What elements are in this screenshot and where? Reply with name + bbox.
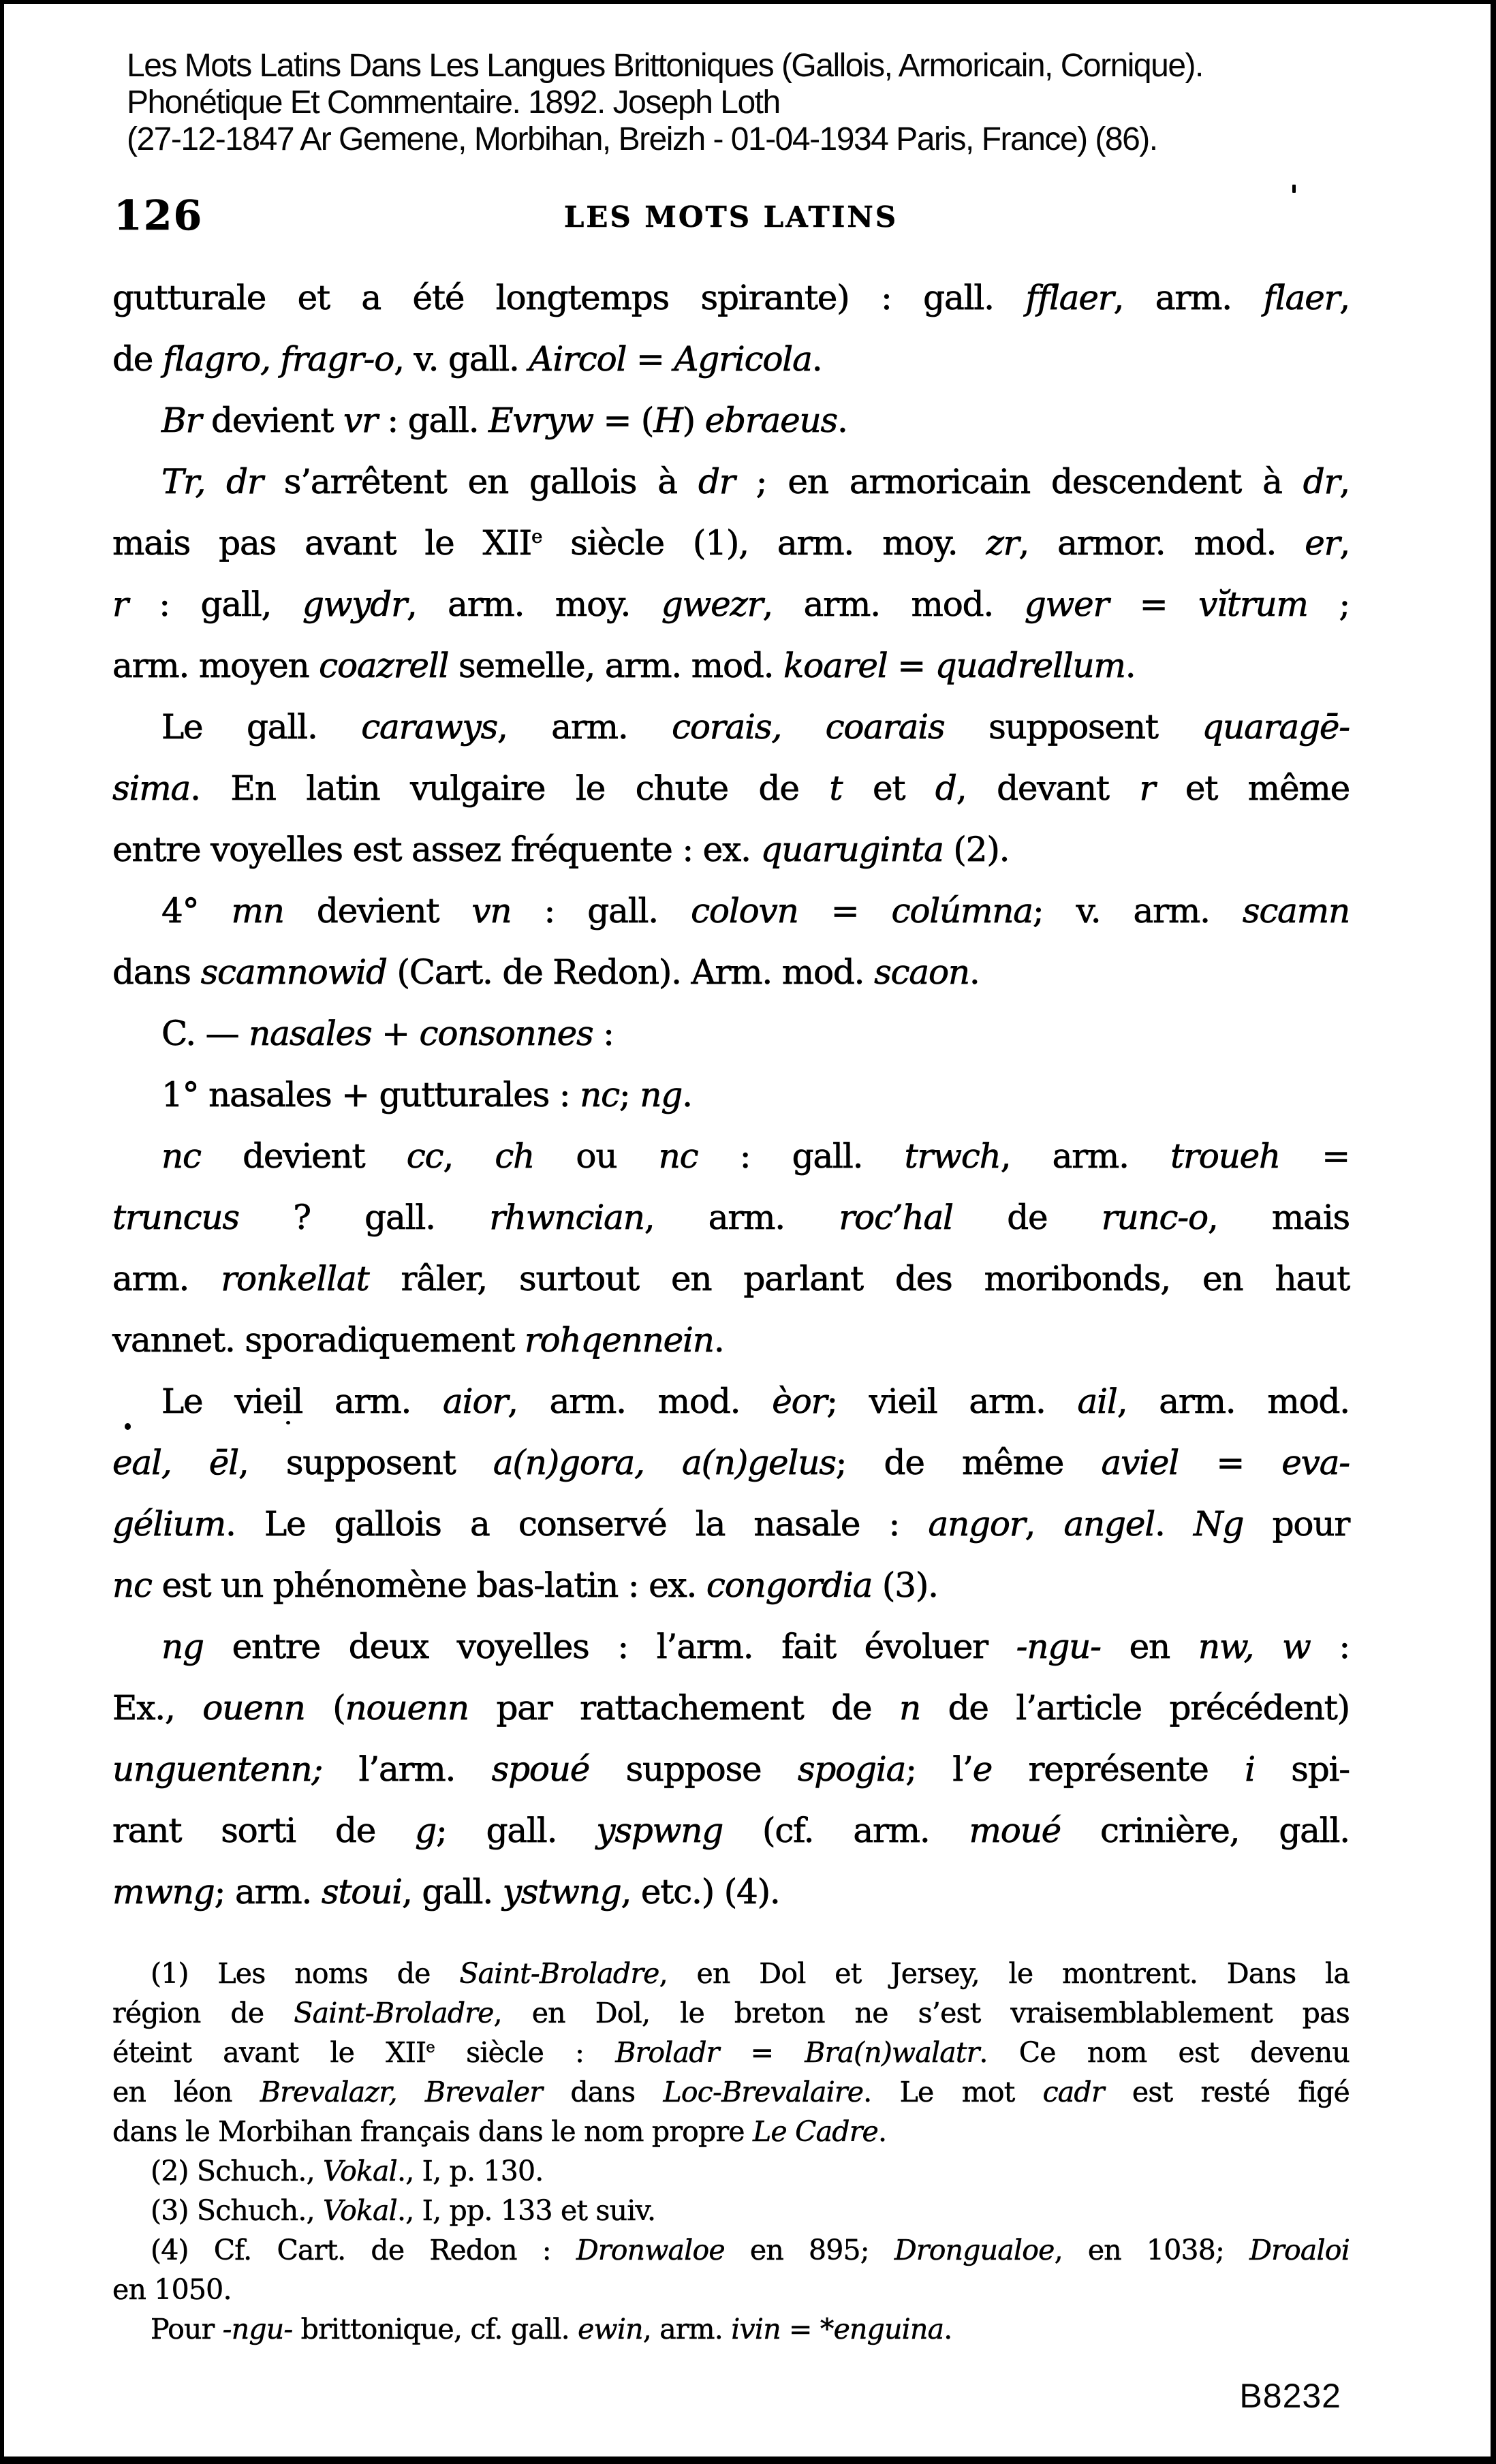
roman-text: entre voyelles est assez fréquente : ex. (112, 830, 761, 869)
roman-text: . (1155, 1504, 1194, 1544)
text-line (112, 328, 1350, 390)
italic-text: angel (1063, 1504, 1155, 1544)
paragraph (112, 1064, 1350, 1125)
italic-text: e (972, 1749, 993, 1789)
roman-text: et (842, 768, 935, 808)
italic-text: ng (640, 1075, 683, 1114)
roman-text: en léon (112, 2076, 260, 2108)
roman-text: s’arrêtent en gallois à (262, 462, 698, 501)
roman-text: gutturale et a été longtemps spirante) : gall. (112, 278, 1026, 317)
italic-text: gélium (112, 1504, 225, 1544)
roman-text: , en Dol et Jersey, le montrent. Dans la (659, 1957, 1350, 1990)
roman-text: (2). (943, 830, 1010, 869)
roman-text: dans (112, 952, 201, 992)
italic-text: ystwng (502, 1872, 621, 1912)
paragraph (112, 1125, 1350, 1371)
italic-text: angor (928, 1504, 1025, 1544)
italic-text: vn (471, 891, 512, 931)
roman-text: semelle, arm. mod. (448, 646, 784, 685)
text-line (112, 512, 1350, 574)
italic-text: nouenn (345, 1688, 469, 1728)
roman-text: ? gall. (238, 1198, 490, 1237)
footnote (112, 2230, 1350, 2309)
italic-text: colovn = colúmna (691, 891, 1033, 931)
italic-text: r (1139, 768, 1155, 808)
italic-text: gwer = vĭtrum (1024, 584, 1308, 624)
text-line (112, 635, 1350, 696)
text-line (112, 1432, 1350, 1493)
text-line (112, 1861, 1350, 1922)
roman-text: supposent (944, 707, 1202, 747)
text-line (112, 390, 1350, 451)
roman-text: est resté figé (1104, 2076, 1350, 2108)
roman-text: représente (992, 1749, 1245, 1789)
roman-text: ou (534, 1136, 659, 1176)
paragraph (112, 880, 1350, 1003)
italic-text: unguentenn; (112, 1749, 323, 1789)
text-line (112, 1800, 1350, 1861)
roman-text: par rattachement de (468, 1688, 899, 1728)
footnote (112, 2151, 1350, 2191)
roman-text: . (713, 1320, 724, 1360)
italic-text: spogia (797, 1749, 906, 1789)
roman-text: , (443, 1136, 495, 1176)
italic-text: èor (772, 1382, 827, 1421)
italic-text: flagro, fragr-o (162, 339, 394, 379)
italic-text: vr (343, 401, 377, 440)
italic-text: mn (231, 891, 284, 931)
roman-text: . (969, 952, 980, 992)
italic-text: corais, coarais (672, 707, 945, 747)
italic-text: Loc-Brevalaire (663, 2076, 864, 2108)
roman-text: ( (305, 1688, 345, 1728)
italic-text: congordia (706, 1565, 873, 1605)
roman-text: éteint avant le XII (112, 2036, 426, 2069)
text-line (112, 2033, 1350, 2072)
scan-frame-top (0, 0, 1496, 4)
roman-text: ; gall. (435, 1811, 597, 1850)
italic-text: mwng (112, 1872, 215, 1912)
roman-text: , (1339, 462, 1350, 501)
italic-text: spoué (491, 1749, 590, 1789)
text-line (112, 1003, 1350, 1064)
footnote (112, 2191, 1350, 2230)
roman-text: , supposent (238, 1443, 493, 1482)
italic-text: scamn (1242, 891, 1350, 931)
text-line (112, 2191, 1350, 2230)
roman-text: (cf. arm. (723, 1811, 969, 1850)
roman-text: râler, surtout en parlant des moribonds, en haut (369, 1259, 1350, 1298)
roman-text: devient (283, 891, 472, 931)
roman-text: : gall, (127, 584, 302, 624)
italic-text: rhwncian (489, 1198, 644, 1237)
italic-text: nc (161, 1136, 201, 1176)
italic-text: runc-o (1101, 1198, 1208, 1237)
roman-text: (3). (872, 1565, 938, 1605)
italic-text: dr (1303, 462, 1340, 501)
text-line (112, 2230, 1350, 2270)
text-line (112, 1738, 1350, 1800)
roman-text: spi- (1254, 1749, 1350, 1789)
italic-text: ch (495, 1136, 535, 1176)
italic-text: ng (161, 1627, 204, 1666)
italic-text: coazrell (319, 646, 449, 685)
italic-text: ronkellat (221, 1259, 369, 1298)
roman-text: siècle (1), arm. moy. (542, 523, 986, 563)
roman-text: , gall. (401, 1872, 503, 1912)
header-line-title: Les Mots Latins Dans Les Langues Brittoniques (Gallois, Armoricain, Cornique). (127, 48, 1203, 84)
text-line (112, 1125, 1350, 1187)
italic-text: Droaloi (1249, 2234, 1350, 2266)
text-line (112, 758, 1350, 819)
italic-text: Dronwaloe (576, 2234, 725, 2266)
italic-text: ebraeus (704, 401, 838, 440)
roman-text: , arm. (642, 2313, 732, 2345)
italic-text: ivin (731, 2313, 781, 2345)
italic-text: dr (698, 462, 735, 501)
roman-text: entre deux voyelles : l’arm. fait évoluer (203, 1627, 1016, 1666)
italic-text: nc (112, 1565, 152, 1605)
roman-text: (2) Schuch., (151, 2155, 324, 2187)
italic-text: d (935, 768, 956, 808)
text-line (112, 1555, 1350, 1616)
roman-text: brittonique, cf. gall. (292, 2313, 578, 2345)
roman-text: , arm. mod. (762, 584, 1025, 624)
text-line (112, 1187, 1350, 1248)
italic-text: quaragē- (1202, 707, 1350, 747)
bibliographic-header (127, 48, 1380, 158)
scan-artifact (1292, 185, 1296, 193)
roman-text: , arm. (497, 707, 672, 747)
italic-text: eal, ēl (112, 1443, 238, 1482)
italic-text: a(n)gora, a(n)gelus (493, 1443, 836, 1482)
italic-text: nw, w (1198, 1627, 1311, 1666)
text-line (112, 1493, 1350, 1555)
roman-text: vannet. sporadiquement (112, 1320, 525, 1360)
roman-text: arm. (112, 1259, 221, 1298)
italic-text: Saint-Broladre (459, 1957, 659, 1990)
roman-text: , (1339, 523, 1350, 563)
roman-text: 4° (161, 891, 232, 931)
roman-text: de l’article précédent) (920, 1688, 1350, 1728)
roman-text: (4) Cf. Cart. de Redon : (151, 2234, 576, 2266)
italic-text: stoui (321, 1872, 402, 1912)
italic-text: troueh (1170, 1136, 1281, 1176)
page-head (112, 192, 1350, 240)
text-line (112, 1248, 1350, 1309)
italic-text: koarel = quadrellum (783, 646, 1125, 685)
roman-text: , (1339, 278, 1350, 317)
italic-text: -ngu- (1016, 1627, 1101, 1666)
italic-text: truncus (112, 1198, 239, 1237)
roman-text: Le vieil arm. (161, 1382, 443, 1421)
roman-text: . (1125, 646, 1136, 685)
roman-text: Pour (151, 2313, 223, 2345)
text-line (112, 2309, 1350, 2349)
italic-text: nc (658, 1136, 698, 1176)
italic-text: nasales + consonnes (249, 1014, 593, 1053)
italic-text: quaruginta (760, 830, 944, 869)
roman-text: C. — (161, 1014, 249, 1053)
italic-text: t (829, 768, 843, 808)
roman-text: . (878, 2115, 887, 2148)
roman-text: devient (200, 1136, 407, 1176)
italic-text: Broladr = Bra(n)walatr (615, 2036, 980, 2069)
italic-text: gwezr (661, 584, 763, 624)
italic-text: gwydr (302, 584, 407, 624)
italic-text: ouenn (202, 1688, 305, 1728)
superscript-text: e (426, 2038, 435, 2057)
paragraph (112, 390, 1350, 451)
roman-text: : (593, 1014, 614, 1053)
roman-text: ., I, p. 130. (396, 2155, 544, 2187)
italic-text: scamnowid (200, 952, 387, 992)
text-line (112, 1954, 1350, 1993)
roman-text: suppose (589, 1749, 798, 1789)
text-line (112, 941, 1350, 1003)
paragraph (112, 1616, 1350, 1922)
roman-text: siècle : (434, 2036, 616, 2069)
italic-text: ail (1077, 1382, 1117, 1421)
roman-text: , mais (1207, 1198, 1350, 1237)
roman-text: (1) Les noms de (151, 1957, 460, 1990)
italic-text: zr (986, 523, 1019, 563)
roman-text: et même (1155, 768, 1350, 808)
italic-text: scaon (874, 952, 969, 992)
page-footer (112, 2376, 1350, 2416)
roman-text: arm. moyen (112, 646, 320, 685)
text-line (112, 574, 1350, 635)
roman-text: en 1050. (112, 2273, 232, 2306)
text-line (112, 451, 1350, 512)
roman-text: . (682, 1075, 692, 1114)
scan-frame-bottom (0, 2457, 1496, 2464)
italic-text: yspwng (596, 1811, 723, 1850)
roman-text: , armor. mod. (1018, 523, 1305, 563)
italic-text: i (1245, 1749, 1255, 1789)
roman-text: dans (542, 2076, 664, 2108)
roman-text: , devant (956, 768, 1140, 808)
running-title: LES MOTS LATINS (563, 200, 899, 234)
roman-text: ; v. arm. (1032, 891, 1243, 931)
text-line (112, 1616, 1350, 1677)
italic-text: -ngu- (222, 2313, 293, 2345)
roman-text: 1° nasales + gutturales : (161, 1075, 580, 1114)
roman-text: Ex., (112, 1688, 203, 1728)
header-line-author: Phonétique Et Commentaire. 1892. Joseph Loth (127, 84, 780, 121)
italic-text: rohqennein (524, 1320, 714, 1360)
roman-text: . (944, 2313, 952, 2345)
roman-text: = (1280, 1136, 1350, 1176)
text-line (112, 1309, 1350, 1371)
roman-text: devient (201, 401, 343, 440)
roman-text: , en 1038; (1054, 2234, 1250, 2266)
roman-text: , arm. moy. (406, 584, 661, 624)
roman-text: : (1310, 1627, 1350, 1666)
page-number: 126 (114, 192, 204, 240)
roman-text: (Cart. de Redon). Arm. mod. (386, 952, 875, 992)
scan-artifact (125, 1423, 131, 1430)
roman-text: , v. gall. (394, 339, 529, 379)
italic-text: r (112, 584, 128, 624)
roman-text: , arm. mod. (1117, 1382, 1350, 1421)
scan-frame-left (0, 0, 4, 2464)
header-line-dates: (27-12-1847 Ar Gemene, Morbihan, Breizh - 01-04-1934 Paris, France) (86). (127, 121, 1157, 157)
italic-text: sima (112, 768, 191, 808)
scan-artifact (286, 1421, 290, 1424)
italic-text: Br (161, 401, 202, 440)
italic-text: Vokal (323, 2155, 397, 2187)
italic-text: Brevalazr, Brevaler (260, 2076, 543, 2108)
roman-text: , arm. (1000, 1136, 1171, 1176)
italic-text: cc (406, 1136, 443, 1176)
text-line (112, 819, 1350, 880)
roman-text: rant sorti de (112, 1811, 416, 1850)
italic-text: Evryw (488, 401, 593, 440)
italic-text: aviel = eva- (1101, 1443, 1350, 1482)
roman-text: , arm. mod. (508, 1382, 773, 1421)
footnote (112, 2309, 1350, 2349)
roman-text: ; (619, 1075, 640, 1114)
superscript-text: e (531, 525, 542, 548)
text-line (112, 696, 1350, 758)
roman-text: : gall. (511, 891, 691, 931)
italic-text: H (653, 401, 683, 440)
roman-text: (3) Schuch., (151, 2194, 324, 2227)
text-line (112, 1064, 1350, 1125)
italic-text: roc’hal (839, 1198, 953, 1237)
italic-text: g (415, 1811, 436, 1850)
text-line (112, 2151, 1350, 2191)
scan-frame-right (1491, 0, 1496, 2464)
roman-text: est un phénomène bas-latin : ex. (151, 1565, 706, 1605)
italic-text: carawys (361, 707, 498, 747)
roman-text: . En latin vulgaire le chute de (190, 768, 830, 808)
text-line (112, 2270, 1350, 2309)
roman-text: ; de même (835, 1443, 1102, 1482)
paragraph (112, 1371, 1350, 1616)
text-line (112, 1371, 1350, 1432)
paragraph (112, 451, 1350, 696)
roman-text: pour (1243, 1504, 1350, 1544)
footnote (112, 1954, 1350, 2151)
italic-text: n (899, 1688, 920, 1728)
roman-text: , etc.) (4). (621, 1872, 780, 1912)
roman-text: ; vieil arm. (826, 1382, 1078, 1421)
roman-text: ., I, pp. 133 et suiv. (396, 2194, 656, 2227)
italic-text: aior (443, 1382, 508, 1421)
roman-text: de (952, 1198, 1102, 1237)
italic-text: Ng (1194, 1504, 1244, 1544)
roman-text: ; arm. (214, 1872, 322, 1912)
roman-text: dans le Morbihan français dans le nom propre (112, 2115, 753, 2148)
italic-text: trwch (904, 1136, 1001, 1176)
italic-text: ewin (578, 2313, 643, 2345)
italic-text: Tr, dr (161, 462, 263, 501)
roman-text: région de (112, 1997, 294, 2029)
roman-text: , (1025, 1504, 1064, 1544)
roman-text: ; en armoricain descendent à (734, 462, 1303, 501)
roman-text: ) (682, 401, 705, 440)
roman-text: Le gall. (161, 707, 362, 747)
roman-text: = * (780, 2313, 834, 2345)
roman-text: = ( (593, 401, 654, 440)
footnotes (112, 1954, 1350, 2349)
text-line (112, 880, 1350, 941)
text-line (112, 2112, 1350, 2151)
roman-text: crinière, gall. (1061, 1811, 1350, 1850)
paragraph (112, 696, 1350, 880)
italic-text: Drongualoe (894, 2234, 1055, 2266)
italic-text: Vokal (323, 2194, 397, 2227)
roman-text: ; (1307, 584, 1350, 624)
text-line (112, 267, 1350, 328)
roman-text: l’arm. (322, 1749, 492, 1789)
text-line (112, 2072, 1350, 2112)
catalogue-code: B8232 (1239, 2377, 1341, 2415)
italic-text: enguina (833, 2313, 944, 2345)
text-line (112, 1993, 1350, 2033)
roman-text: en (1100, 1627, 1198, 1666)
italic-text: moué (969, 1811, 1061, 1850)
paragraph (112, 1003, 1350, 1064)
paragraph (112, 267, 1350, 390)
italic-text: er (1305, 523, 1340, 563)
italic-text: Saint-Broladre (294, 1997, 494, 2029)
roman-text: en 895; (724, 2234, 894, 2266)
roman-text: ; l’ (905, 1749, 973, 1789)
body-text (112, 267, 1350, 1922)
roman-text: . Le gallois a conservé la nasale : (225, 1504, 929, 1544)
roman-text: mais pas avant le XII (112, 523, 532, 563)
roman-text: de (112, 339, 163, 379)
roman-text: . (811, 339, 822, 379)
roman-text: , arm. (1113, 278, 1264, 317)
roman-text: : gall. (698, 1136, 905, 1176)
italic-text: cadr (1042, 2076, 1104, 2108)
italic-text: Aircol = Agricola (529, 339, 812, 379)
roman-text: . Ce nom est devenu (979, 2036, 1350, 2069)
roman-text: : gall. (377, 401, 489, 440)
text-line (112, 1677, 1350, 1738)
roman-text: , en Dol, le breton ne s’est vraisemblablement pas (493, 1997, 1350, 2029)
italic-text: fflaer (1025, 278, 1114, 317)
italic-text: flaer (1263, 278, 1340, 317)
italic-text: Le Cadre (752, 2115, 878, 2148)
roman-text: , arm. (644, 1198, 839, 1237)
roman-text: . Le mot (863, 2076, 1043, 2108)
italic-text: nc (580, 1075, 619, 1114)
roman-text: . (837, 401, 847, 440)
